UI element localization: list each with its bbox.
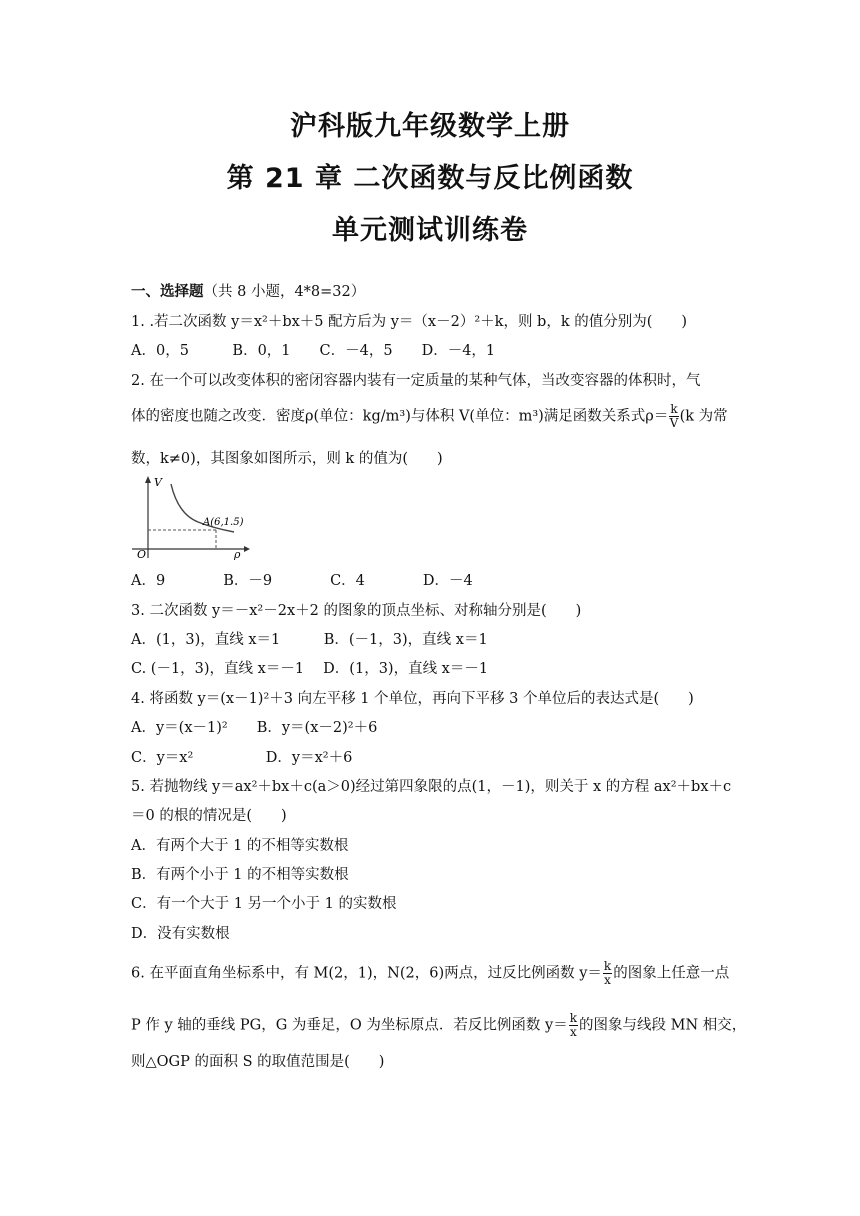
q5-option-b: B．有两个小于 1 的不相等实数根 [131, 867, 349, 883]
q6-line1-text: 6. 在平面直角坐标系中，有 M(2，1)，N(2，6)两点，过反比例函数 y＝ [131, 965, 602, 982]
origin-label: O [137, 548, 147, 560]
q6-frac1-num: k [603, 959, 612, 973]
q4-options-cd: C．y＝x² D．y＝x²＋6 [131, 750, 353, 766]
y-axis-arrow-icon [145, 476, 151, 483]
q6-line1-tail: 的图象上任意一点 [613, 965, 730, 982]
q5-option-d: D．没有实数根 [131, 926, 230, 942]
q2-fraction [669, 403, 678, 430]
title-chapter: 第 21 章 二次函数与反比例函数 [226, 163, 634, 194]
q2-frac-den: V [669, 416, 679, 430]
q6-line1 [131, 960, 729, 987]
q5-line1: 5. 若抛物线 y＝ax²＋bx＋c(a＞0)经过第四象限的点(1，－1)，则关于 x 的方程 ax²＋bx＋c [131, 779, 732, 795]
q6-line2 [131, 1012, 746, 1039]
q3-stem: 3. 二次函数 y＝－x²－2x＋2 的图象的顶点坐标、对称轴分别是( ) [131, 603, 582, 619]
q6-line2-tail: 的图象与线段 MN 相交， [579, 1017, 747, 1034]
q2-line1: 2. 在一个可以改变体积的密闭容器内装有一定质量的某种气体，当改变容器的体积时，气 [131, 373, 701, 389]
q6-frac1-den: x [604, 973, 611, 987]
q6-line2-text: P 作 y 轴的垂线 PG，G 为垂足，O 为坐标原点．若反比例函数 y＝ [131, 1017, 568, 1034]
q3-options-ab: A．(1，3)，直线 x＝1 B．(－1，3)，直线 x＝1 [131, 632, 488, 648]
q6-fraction-2 [569, 1012, 578, 1039]
q1-stem: 1. .若二次函数 y＝x²＋bx＋5 配方后为 y＝（x－2）²＋k，则 b，k 的值分别为( ) [131, 314, 688, 330]
q2-frac-num: k [670, 402, 678, 416]
q6-frac2-num: k [569, 1011, 577, 1025]
q4-options-ab: A．y＝(x－1)² B．y＝(x－2)²＋6 [131, 720, 378, 736]
q2-options: A．9 B．－9 C．4 D．－4 [131, 573, 473, 589]
q4-stem: 4. 将函数 y＝(x－1)²＋3 向左平移 1 个单位，再向下平移 3 个单位后的表达式是( ) [131, 691, 694, 707]
q1-options: A．0，5 B．0，1 C．－4，5 D．－4，1 [131, 343, 496, 359]
section-label: 一、选择题 [131, 284, 204, 300]
section-note: （共 8 小题，4*8=32） [203, 284, 366, 300]
q5-option-c: C．有一个大于 1 另一个小于 1 的实数根 [131, 896, 397, 912]
q6-line3: 则△OGP 的面积 S 的取值范围是( ) [131, 1054, 385, 1070]
q6-fraction-1 [603, 960, 612, 987]
q3-options-cd: C. (－1，3)，直线 x＝－1 D．(1，3)，直线 x＝－1 [131, 661, 489, 677]
title-textbook: 沪科版九年级数学上册 [290, 111, 570, 142]
section-heading [131, 282, 365, 302]
y-axis-label: V [154, 476, 162, 489]
q2-line2 [131, 403, 728, 430]
q2-line2-tail: (k 为常 [679, 408, 728, 425]
x-axis-label: ρ [234, 548, 241, 560]
q5-option-a: A．有两个大于 1 的不相等实数根 [131, 838, 349, 854]
q2-line3: 数，k≠0)，其图象如图所示，则 k 的值为( ) [131, 451, 443, 467]
q6-frac2-den: x [569, 1025, 577, 1039]
title-test: 单元测试训练卷 [332, 215, 528, 246]
x-axis-arrow-icon [244, 546, 250, 552]
q2-graph [128, 474, 253, 560]
point-label: A(6,1.5) [203, 517, 244, 528]
q5-line2: ＝0 的根的情况是( ) [131, 808, 287, 824]
q2-line2-text: 体的密度也随之改变．密度ρ(单位：kg/m³)与体积 V(单位：m³)满足函数关系式ρ＝ [131, 408, 669, 425]
